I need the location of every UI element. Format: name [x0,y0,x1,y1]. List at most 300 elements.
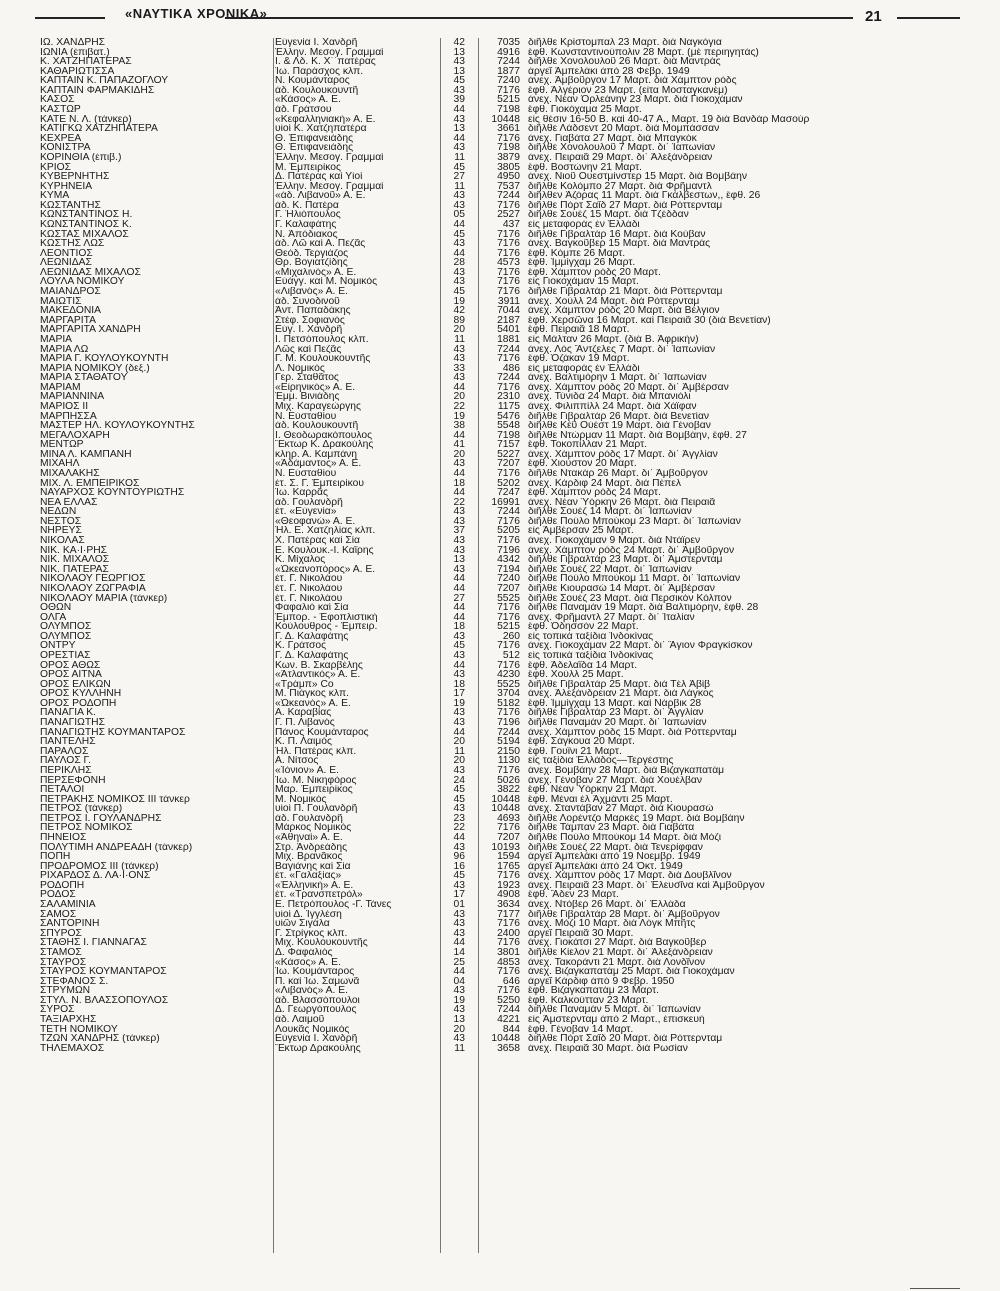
registry-code: 43 [453,1034,465,1044]
table-row [40,708,960,718]
tonnage: 7176 [497,382,520,393]
owner-name: Γ. Δ. Καλαφάτης [275,651,349,661]
tonnage: 3911 [497,296,520,307]
table-row [40,76,960,86]
table-row [40,613,960,623]
ship-name: ΛΕΟΝΤΙΟΣ [40,248,93,259]
table-row [40,728,960,738]
tonnage: 7176 [497,239,520,249]
tonnage: 7176 [497,133,520,144]
registry-code: 42 [453,38,465,48]
tonnage: 7176 [497,200,520,211]
ship-name: ΠΑΝΑΓΙΩΤΗΣ ΚΟΥΜΑΝΤΑΡΟΣ [40,727,186,738]
tonnage: 7176 [497,469,520,479]
owner-name: Χ. Πατέρας καὶ Σία [275,536,360,546]
owner-name: Στρ. Ἀνδρεάδης [275,842,348,853]
owner-name: «Λιβανὸς» Α. Ε. [275,287,348,297]
table-row [40,641,960,651]
registry-code: 19 [453,995,465,1006]
tonnage: 7176 [497,267,520,278]
owner-name: ἐτ. Γ. Νικολάου [275,583,343,594]
ship-position: ἀνεχ. Χοὺλλ 24 Μαρτ. διὰ Ρόττερνταμ [528,296,700,307]
ship-position: διῆλθε Γιβραλτὰρ 25 Μαρτ. διὰ Τὲλ Ἀβὶβ [528,679,711,690]
owner-name: ἐτ. «Εὐγενία» [275,507,337,517]
ship-position: διῆλθε Πούλο Μπούκομ 14 Μαρτ. διὰ Μόζι [528,832,722,843]
tonnage: 7176 [497,354,520,364]
tonnage: 10448 [491,114,520,125]
tonnage: 5026 [497,775,520,786]
table-row [40,938,960,948]
ship-name: ΚΡΙΟΣ [40,162,71,173]
tonnage: 10448 [491,1034,520,1044]
table-row [40,910,960,920]
owner-name: Εὐάγγ. καὶ Μ. Νομικὸς [275,277,378,288]
table-row [40,325,960,335]
ship-name: ΣΤΑΥΡΟΣ ΚΟΥΜΑΝΤΑΡΟΣ [40,967,167,977]
registry-code: 14 [453,947,465,958]
registry-code: 43 [453,267,465,278]
ship-position: ἀνεχ. Γιοκοχάμαν 9 Μαρτ. διὰ Ντάϊρεν [528,536,701,546]
tonnage: 2310 [497,392,520,402]
owner-name: Κ. Π. Λαιμὸς [275,737,332,747]
table-row [40,881,960,891]
owner-name: Δ. Γεωργόπουλος [275,1005,357,1015]
tonnage: 7176 [497,85,520,96]
ship-position: ἔφθ. Ἄδεν 23 Μαρτ. [528,890,619,901]
owner-name: Ἀντ. Παπαδάκης [275,306,351,316]
ship-name: ΟΡΕΣΤΙΑΣ [40,651,91,661]
ship-position: διῆλθε Γιβραλτὰρ 28 Μαρτ. δι᾽ Ἀμβοῦργον [528,909,720,920]
registry-code: 44 [453,660,465,671]
tonnage: 7176 [497,536,520,546]
registry-code: 41 [453,440,465,450]
ship-name: ΜΑΣΤΕΡ ΗΛ. ΚΟΥΛΟΥΚΟΥΝΤΗΣ [40,421,195,431]
owner-name: Εὐγ. Ι. Χανδρῆ [275,325,343,335]
table-row [40,1044,960,1054]
registry-code: 44 [453,938,465,948]
registry-code: 45 [453,794,465,805]
registry-code: 44 [453,382,465,393]
registry-code: 11 [454,334,465,345]
ship-name: ΠΕΤΡΟΣ ΝΟΜΙΚΟΣ [40,823,133,833]
table-row [40,833,960,843]
table-row [40,38,960,48]
registry-code: 43 [453,631,465,642]
owner-name: «Εἰρηνικὸς» Α. Ε. [275,382,356,393]
registry-code: 27 [453,593,465,604]
owner-name: Κων. Β. Σκαρβέλης [275,660,363,671]
ship-name: ΣΤΑΘΗΣ Ι. ΓΙΑΝΝΑΓΑΣ [40,938,147,948]
ship-position: ἀνεχ. Βαλτιμόρην 1 Μαρτ. δι᾽ Ἰαπωνίαν [528,373,707,383]
table-row [40,756,960,766]
table-row [40,1005,960,1015]
owner-name: Λῶς καὶ Πεζᾶς [275,344,342,355]
ship-name: ΚΥΜΑ [40,191,70,201]
registry-code: 24 [453,775,465,786]
registry-code: 19 [453,698,465,709]
table-row [40,948,960,958]
ship-name: ΜΑΡΙΑ ΝΟΜΙΚΟΥ (δεξ.) [40,363,150,374]
ship-name: ΝΗΡΕΥΣ [40,526,82,537]
tonnage: 7176 [497,871,520,881]
tonnage: 3704 [497,689,520,699]
ship-name: ΚΩΝΣΤΑΝΤΙΝΟΣ Η. [40,210,133,220]
owner-name: υἱοὶ Π. Γουλανδρῆ [275,804,358,814]
ship-position: ἀνεχ. Γιαβάτα 27 Μαρτ. διὰ Μπαγκὸκ [528,133,697,144]
ship-positions-table [40,38,960,1053]
tonnage: 4693 [497,813,520,824]
ship-name: ΠΡΟΔΡΟΜΟΣ ΙΙΙ (τάνκερ) [40,861,159,872]
tonnage: 844 [502,1024,520,1035]
table-row [40,124,960,134]
ship-position: ἔφθ. Τοκοπίλλαν 21 Μαρτ. [528,440,647,450]
ship-name: ΚΥΡΗΝΕΙΑ [40,181,93,192]
table-row [40,565,960,575]
table-row [40,823,960,833]
registry-code: 44 [453,612,465,623]
registry-code: 45 [453,162,465,173]
ship-name: ΟΡΟΣ ΑΘΩΣ [40,660,101,671]
ship-name: ΝΕΣΤΟΣ [40,516,82,527]
ship-position: ἀργεῖ Ἀμπελάκι ἀπὸ 24 Ὀκτ. 1949 [528,861,683,872]
owner-name: «Ἀτλαντικὸς» Α. Ε. [275,670,361,680]
ship-name: ΜΑΚΕΔΟΝΙΑ [40,306,102,316]
table-row [40,1025,960,1035]
ship-position: διῆλθε Κρίστομπαλ 23 Μαρτ. διὰ Ναγκόγια [528,38,722,48]
ship-position: ἔφθ. Γουϊνι 21 Μαρτ. [528,746,622,757]
table-row [40,862,960,872]
tonnage: 7537 [497,181,520,192]
ship-name: ΜΑΡΙΑ Γ. ΚΟΥΛΟΥΚΟΥΝΤΗ [40,354,169,364]
table-row [40,95,960,105]
owner-name: Ἰω. Μ. Νικηφόρος [275,775,357,786]
ship-name: ΤΖΩΝ ΧΑΝΔΡΗΣ (τάνκερ) [40,1034,160,1044]
tonnage: 7198 [497,143,520,153]
owner-name: Δ. Πατέρας καὶ Υἱοὶ [275,172,363,182]
tonnage: 5401 [497,325,520,335]
registry-code: 43 [453,459,465,470]
ship-position: ἔφθ. Νέαν Ὑόρκην 21 Μαρτ. [528,785,658,795]
tonnage: 7176 [497,708,520,719]
table-row [40,632,960,642]
ship-name: ΠΑΝΤΕΛΗΣ [40,737,96,747]
owner-name: «Κεφαλληνιακὴ» Α. Ε. [275,114,376,125]
ship-name: ΜΑΙΩΤΙΣ [40,296,82,307]
registry-code: 43 [453,545,465,556]
tonnage: 486 [502,363,520,374]
ship-position: ἔφθ. Σάγκουα 20 Μαρτ. [528,737,635,747]
table-row [40,163,960,173]
owner-name: «Ἀδάμαντος» Α. Ε. [275,459,362,470]
registry-code: 43 [453,804,465,814]
table-row [40,258,960,268]
tonnage: 3634 [497,900,520,910]
ship-position: εἰς Μάλταν 26 Μαρτ. (διὰ Β. Ἀφρικὴν) [528,334,699,345]
ship-name: ΜΑΙΑΝΔΡΟΣ [40,287,101,297]
owner-name: «Ἑλληνικὴ» Α. Ε. [275,880,354,891]
ship-name: ΟΡΟΣ ΡΟΔΟΠΗ [40,698,117,709]
owner-name: Μαρ. Ἐμπειρίκος [275,785,353,795]
registry-code: 43 [453,373,465,383]
owner-name: Μάρκος Νομικὸς [275,823,352,833]
table-row [40,268,960,278]
ship-position: διῆλθε Κολόμπο 27 Μαρτ. διὰ Φρῆμαντλ [528,181,712,192]
ship-position: διῆλθε Πούλο Μπούκομ 23 Μαρτ. δι᾽ Ἰαπωνίαν [528,516,741,527]
ship-name: ΜΕΝΤΩΡ [40,440,84,450]
owner-name: «Λιβανὸς» Α. Ε. [275,986,348,996]
ship-name: ΚΑΣΤΩΡ [40,105,81,115]
ship-position: ἔφθ. Χερσῶνα 16 Μαρτ. καὶ Πειραιᾶ 30 (διὰ Βενετίαν) [528,315,771,326]
owner-name: ἀδ. Κ. Πατέρα [275,200,339,211]
ship-name: ΛΕΩΝΙΔΑΣ [40,258,92,268]
table-row [40,335,960,345]
owner-name: Γ. Ἡλιόπουλος [275,210,341,220]
tonnage: 5250 [497,995,520,1006]
ship-position: ἔφθ. Ὀζάκαν 19 Μαρτ. [528,354,630,364]
table-row [40,747,960,757]
ship-position: εἰς Ἀμβέρσαν 25 Μαρτ. [528,526,634,537]
tonnage: 260 [502,631,520,642]
ship-position: ἀνεχ. Νιοῦ Ουεστμίνστερ 15 Μαρτ. διὰ Βομβάην [528,172,747,182]
ship-name: ΜΑΡΙΟΣ ΙΙ [40,401,89,412]
ship-name: ΠΕΡΣΕΦΟΝΗ [40,775,106,786]
ship-position: ἀνεχ. Χάμπτον ρὸδς 20 Μαρτ. διὰ Βέλγιον [528,306,720,316]
table-row [40,316,960,326]
table-row [40,603,960,613]
tonnage: 7244 [497,191,520,201]
registry-code: 44 [453,603,465,613]
tonnage: 1130 [497,756,520,766]
tonnage: 7244 [497,507,520,517]
registry-code: 43 [453,765,465,776]
tonnage: 2187 [497,315,520,326]
ship-name: ΟΛΥΜΠΟΣ [40,622,92,632]
table-row [40,622,960,632]
header-rule-left [35,17,105,19]
header-rule-middle [225,17,853,19]
ship-position: διῆλθε Σουὲζ 23 Μαρτ. διὰ Περσικὸν Κόλπον [528,593,732,604]
tonnage: 3805 [497,162,520,173]
ship-name: ΣΤΡΥΜΩΝ [40,986,91,996]
registry-code: 28 [453,258,465,268]
tonnage: 1175 [497,401,520,412]
ship-name: ΣΑΛΑΜΙΝΙΑ [40,900,96,910]
tonnage: 7207 [497,583,520,594]
ship-name: ΚΩΝΣΤΑΝΤΙΝΟΣ Κ. [40,219,132,230]
ship-name: ΝΙΚ. ΚΑ·Ι·ΡΗΣ [40,545,108,556]
ship-position: ἔφθ. Χάμπτον ρὸδς 24 Μαρτ. [528,488,661,498]
registry-code: 19 [453,296,465,307]
tonnage: 4342 [497,555,520,565]
ship-name: ΠΕΡΙΚΛΗΣ [40,765,92,776]
owner-name: Βαγιάνης καὶ Σία [275,861,351,872]
registry-code: 45 [453,287,465,297]
owner-name: Ν. Εὐσταθίου [275,411,337,422]
table-row [40,277,960,287]
ship-name: ΣΤΕΦΑΝΟΣ Σ. [40,976,109,987]
registry-code: 43 [453,536,465,546]
registry-code: 33 [453,363,465,374]
ship-position: ἔφθ. Βοστώνην 21 Μαρτ. [528,162,642,173]
registry-code: 43 [453,880,465,891]
table-row [40,651,960,661]
registry-code: 44 [453,248,465,259]
ship-position: διῆλθε Γιβραλτὰρ 16 Μαρτ. διὰ Κούβαν [528,229,706,240]
ship-name: ΜΙΧΑΛΑΚΗΣ [40,469,100,479]
tonnage: 4853 [497,957,520,968]
registry-code: 43 [453,57,465,67]
owner-name: «Κάσος» Α. Ε. [275,957,341,968]
ship-position: διῆλθε Σουὲζ 22 Μαρτ. διὰ Τενερίφφαν [528,842,703,853]
registry-code: 44 [453,105,465,115]
ship-name: ΚΩΣΤΑΣ ΜΙΧΑΛΟΣ [40,229,129,240]
ship-name: ΠΕΤΡΟΣ Ι. ΓΟΥΛΑΝΔΡΗΣ [40,813,162,824]
tonnage: 3661 [497,124,520,134]
ship-position: διῆλθε Σουὲζ 22 Μαρτ. δι᾽ Ἰαπωνίαν [528,564,692,575]
owner-name: Ν. Ἀπόδιακος [275,229,338,240]
ship-name: ΟΛΥΜΠΟΣ [40,631,92,642]
ship-position: ἔφθ. Ἀδελαΐδα 14 Μαρτ. [528,660,638,671]
table-row [40,804,960,814]
registry-code: 19 [453,411,465,422]
table-row [40,239,960,249]
owner-name: ἀδ. Γουλανδρῆ [275,813,343,824]
ship-name: ΠΑΝΑΓΙΑ Κ. [40,708,97,719]
registry-code: 45 [453,871,465,881]
header-rule-right [897,17,960,19]
tonnage: 7240 [497,76,520,86]
registry-code: 17 [453,689,465,699]
tonnage: 7198 [497,105,520,115]
table-row [40,134,960,144]
registry-code: 11 [454,746,465,757]
registry-code: 37 [453,526,465,537]
registry-code: 43 [453,354,465,364]
ship-position: ἀνεχ. Φιλιππίλλ 24 Μαρτ. διὰ Χάϊφαν [528,401,697,412]
tonnage: 7176 [497,765,520,776]
ship-position: ἀνεχ. Χάμπτον ρὸδς 17 Μαρτ. δι᾽ Ἀγγλίαν [528,449,718,460]
ship-position: ἀνεχ. Πειραιᾶ 30 Μαρτ. διὰ Ρωσίαν [528,1043,688,1054]
tonnage: 7176 [497,823,520,833]
ship-name: ΜΙΧΑΗΛ [40,459,80,470]
owner-name: Ἕκτωρ Δρακούλης [275,1043,361,1054]
ship-name: ΠΟΠΗ [40,852,71,862]
owner-name: «Κάσος» Α. Ε. [275,95,341,106]
table-row [40,354,960,364]
ship-name: ΚΟΡΙΝΘΙΑ (ἐπιβ.) [40,152,122,163]
ship-position: διῆλθε Πὸρτ Σαΐδ 20 Μαρτ. διὰ Ρόττερνταμ [528,1034,723,1044]
registry-code: 89 [453,315,465,326]
owner-name: Ἑλλην. Μεσογ. Γραμμαὶ [275,47,384,58]
ship-position: ἀργεῖ Πειραιᾶ 30 Μαρτ. [528,928,634,939]
ship-position: ἀργεῖ Ἀμπελάκι ἀπὸ 28 Φεβρ. 1949 [528,66,690,77]
tonnage: 7177 [497,909,520,920]
registry-code: 18 [453,679,465,690]
owner-name: Ἰω. Παράσχος κλπ. [275,66,364,77]
table-row [40,661,960,671]
owner-name: ἐτ. Γ. Νικολάου [275,574,343,584]
ship-position: ἔφθ. Χάμπτον ρὸδς 20 Μαρτ. [528,267,661,278]
ship-position: ἔφθ. Βιζαγκαπατὰμ 23 Μαρτ. [528,986,660,996]
tonnage: 7176 [497,612,520,623]
owner-name: Κούλουθρος - Ἐμπειρ. [275,622,378,632]
table-row [40,297,960,307]
tonnage: 7196 [497,545,520,556]
table-row [40,86,960,96]
tonnage: 7176 [497,660,520,671]
ship-position: ἔφθ. Ἰμμίγχαμ 26 Μαρτ. [528,258,636,268]
ship-name: ΝΕΑ ΕΛΛΑΣ [40,497,98,508]
tonnage: 3822 [497,785,520,795]
table-row [40,852,960,862]
registry-code: 44 [453,574,465,584]
table-row [40,555,960,565]
owner-name: Ἑλλην. Μεσογ. Γραμμαὶ [275,181,384,192]
owner-name: Πάνος Κουμάνταρος [275,727,369,738]
registry-code: 23 [453,813,465,824]
table-row [40,287,960,297]
registry-code: 39 [453,95,465,106]
registry-code: 43 [453,842,465,853]
owner-name: Φαφαλιὸ καὶ Σία [275,603,349,613]
ship-name: ΝΙΚΟΛΑΟΥ ΜΑΡΙΑ (τάνκερ) [40,593,168,604]
ship-position: ἀνεχ. Χάμπτον ρὸδς 17 Μαρτ. διὰ Δουβλῖνον [528,871,732,881]
ship-position: ἔφθ. Καλκούτταν 23 Μαρτ. [528,995,649,1006]
ship-name: ΡΟΔΟΠΗ [40,880,85,891]
table-row [40,536,960,546]
ship-name: ΚΟΝΙΣΤΡΑ [40,143,91,153]
ship-name: ΟΡΟΣ ΕΛΙΚΩΝ [40,679,111,690]
owner-name: Γ. Π. Λιβανὸς [275,718,335,728]
owner-name: ἐτ. «Τρανσπετρόλ» [275,890,363,901]
owner-name: Μιχ. Καραγεώργης [275,401,361,412]
ship-position: ἀνεχ. Σταντάβαν 27 Μαρτ. διὰ Κιουρασὼ [528,804,714,814]
tonnage: 3879 [497,152,520,163]
table-row [40,967,960,977]
tonnage: 7157 [497,440,520,450]
ship-position: διῆλθε Γιβραλτὰρ 23 Μαρτ. δι᾽ Ἀμστερνταμ [528,555,723,565]
owner-name: Ι. Πετσόπουλος κλπ. [275,334,369,345]
table-row [40,364,960,374]
owner-name: υἱῶν Σιγάλα [275,919,330,929]
table-row [40,469,960,479]
owner-name: Ἰω. Καρρᾶς [275,488,328,498]
owner-name: «Ὠκεανὸς» Α. Ε. [275,698,351,709]
ship-position: διῆλθε Γιβραλτὰρ 21 Μαρτ. διὰ Ρόττερνταμ [528,287,723,297]
ship-name: ΜΑΡΓΑΡΙΤΑ [40,315,97,326]
ship-name: ΜΑΡΙΑ ΛΩ [40,344,89,355]
ship-name: ΙΩΝΙΑ (ἐπιβατ.) [40,47,110,58]
table-row [40,220,960,230]
owner-name: ἀδ. Λῶ καὶ Α. Πεζᾶς [275,239,366,249]
ship-position: διῆλθε Τάμπαν 23 Μαρτ. διὰ Γιαβάτα [528,823,695,833]
table-row [40,450,960,460]
table-row [40,498,960,508]
owner-name: Μ. Ἐμπειρίκος [275,162,341,173]
ship-name: ΚΩΣΤΗΣ ΛΩΣ [40,239,105,249]
ship-name: ΟΡΟΣ ΑΙΤΝΑ [40,670,102,680]
ship-position: διῆλθε Γιβραλτὰρ 23 Μαρτ. δι᾽ Ἀγγλίαν [528,708,704,719]
tonnage: 512 [502,651,520,661]
tonnage: 7244 [497,373,520,383]
tonnage: 4573 [497,258,520,268]
ship-name: ΜΕΓΑΛΟΧΑΡΗ [40,430,110,441]
tonnage: 5194 [497,737,520,747]
table-row [40,517,960,527]
table-row [40,143,960,153]
ship-name: ΤΑΞΙΑΡΧΗΣ [40,1014,97,1025]
registry-code: 20 [453,737,465,747]
